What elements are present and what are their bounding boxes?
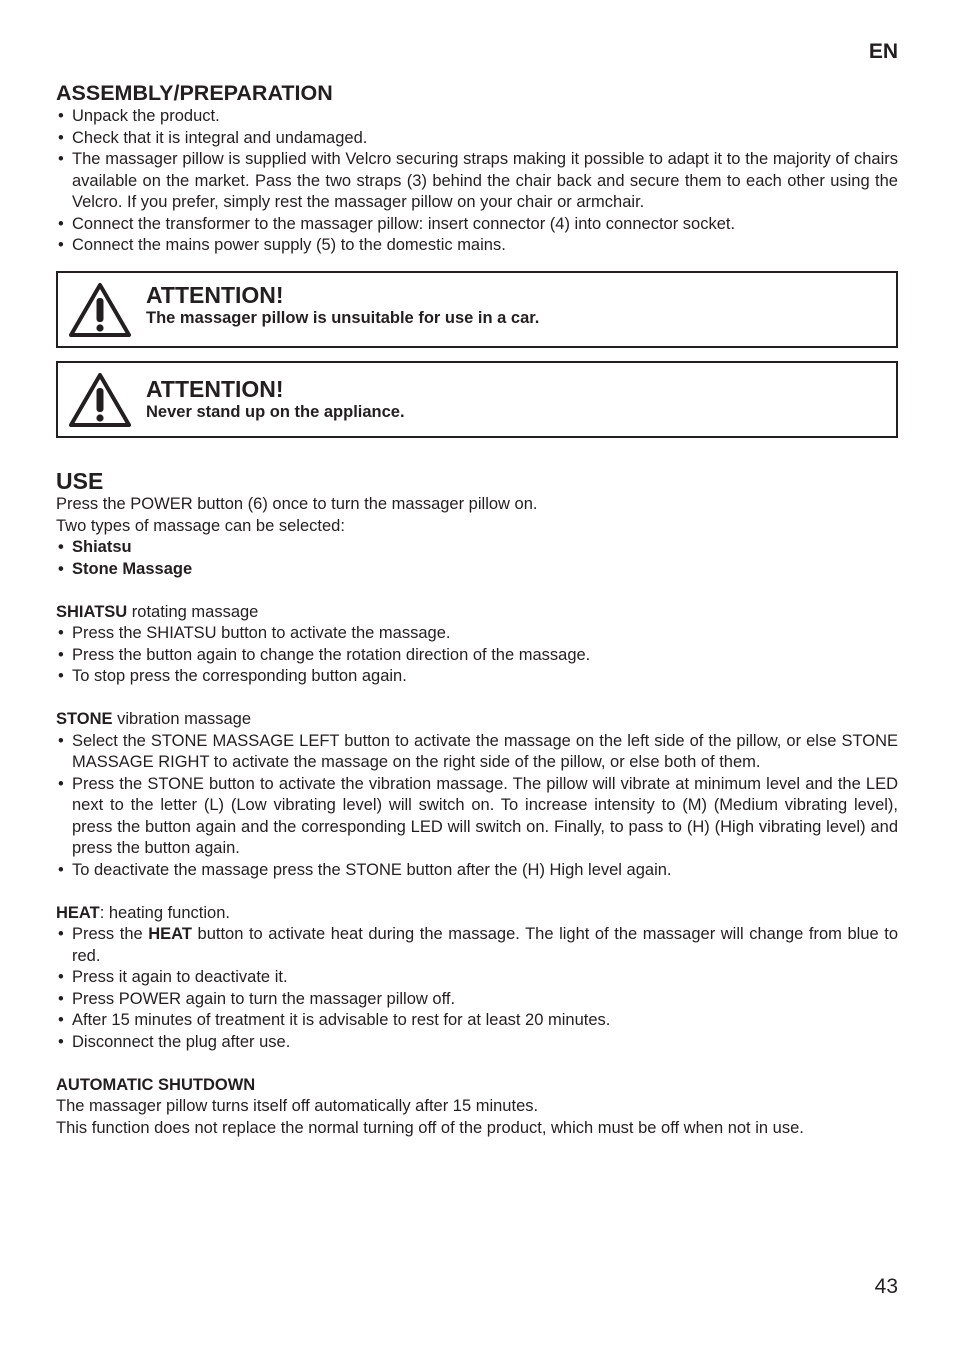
list-item <box>56 924 898 967</box>
list-item: • After 15 minutes of treatment it is advisable to rest for at least 20 minutes. <box>56 1010 898 1032</box>
list-item: • Unpack the product. <box>56 106 898 128</box>
attention-message: The massager pillow is unsuitable for use in a car. <box>146 309 540 327</box>
list-item: • Press the SHIATSU button to activate the massage. <box>56 623 898 645</box>
list-item: • Disconnect the plug after use. <box>56 1032 898 1054</box>
massage-types-list <box>56 537 898 580</box>
heat-item-post: button to activate heat during the massage. The light of the massager will change from blue to red. <box>72 925 898 965</box>
assembly-list <box>56 106 898 257</box>
list-item: • Press POWER again to turn the massager pillow off. <box>56 989 898 1011</box>
warning-triangle-icon <box>68 371 132 429</box>
shiatsu-label-bold: SHIATSU <box>56 602 128 621</box>
list-item: • Press the STONE button to activate the vibration massage. The pillow will vibrate at minimum level and the LED next to the letter (L) (Low vibrating level) will switch on. To increase intensity to (M) (Medium vibrating level), press the button again and the corresponding LED will switch on. Finally, to pass to (H) (High vibrating level) and press the button again. <box>56 774 898 860</box>
list-item: • Press it again to deactivate it. <box>56 967 898 989</box>
stone-label-bold: STONE <box>56 710 113 728</box>
heat-label-bold: HEAT <box>56 903 100 922</box>
page-number: 43 <box>874 1275 898 1298</box>
list-item: • To deactivate the massage press the STONE button after the (H) High level again. <box>56 860 898 882</box>
assembly-section <box>56 80 898 257</box>
heat-item-pre: Press the <box>72 925 149 943</box>
use-intro-line: Press the POWER button (6) once to turn the massager pillow on. <box>56 495 538 513</box>
use-heading: USE <box>56 468 104 494</box>
list-item: • The massager pillow is supplied with Velcro securing straps making it possible to adapt it to the majority of chairs available on the market. Pass the two straps (3) behind the chair back and secure them to each other using the Velcro. If you prefer, simply rest the massager pillow on your chair or armchair. <box>56 149 898 214</box>
use-intro-line: Two types of massage can be selected: <box>56 516 345 535</box>
shiatsu-label <box>56 602 898 624</box>
list-item: • Check that it is integral and undamaged. <box>56 128 898 150</box>
shutdown-line: This function does not replace the normal turning off of the product, which must be off when not in use. <box>56 1118 804 1137</box>
language-tag: EN <box>868 40 898 63</box>
list-item: • Stone Massage <box>56 559 898 581</box>
shutdown-line: The massager pillow turns itself off automatically after 15 minutes. <box>56 1097 539 1115</box>
attention-title: ATTENTION! <box>146 376 284 402</box>
attention-title: ATTENTION! <box>146 282 284 308</box>
list-item: • Shiatsu <box>56 537 898 559</box>
heat-item-bold: HEAT <box>148 925 192 943</box>
stone-label-rest: vibration massage <box>112 710 252 728</box>
list-item: • Press the button again to change the rotation direction of the massage. <box>56 645 898 667</box>
heat-list <box>56 924 898 1053</box>
list-item: • Select the STONE MASSAGE LEFT button to activate the massage on the left side of the pillow, or else STONE MASSAGE RIGHT to activate the massage on the right side of the pillow, or else both of them. <box>56 731 898 774</box>
attention-message: Never stand up on the appliance. <box>146 403 405 421</box>
stone-label <box>56 709 898 731</box>
stone-list <box>56 731 898 882</box>
heat-label-rest: : heating function. <box>99 903 230 922</box>
list-item: • Connect the mains power supply (5) to the domestic mains. <box>56 235 898 257</box>
attention-box <box>56 361 898 438</box>
list-item: • To stop press the corresponding button again. <box>56 666 898 688</box>
list-item: • Connect the transformer to the massager pillow: insert connector (4) into connector socket. <box>56 214 898 236</box>
warning-triangle-icon <box>68 281 132 339</box>
assembly-heading: ASSEMBLY/PREPARATION <box>56 81 333 105</box>
shiatsu-label-rest: rotating massage <box>127 602 259 621</box>
heat-label <box>56 903 898 925</box>
shutdown-heading: AUTOMATIC SHUTDOWN <box>56 1075 256 1094</box>
attention-box <box>56 271 898 348</box>
use-section <box>56 468 898 1139</box>
shiatsu-list <box>56 623 898 688</box>
